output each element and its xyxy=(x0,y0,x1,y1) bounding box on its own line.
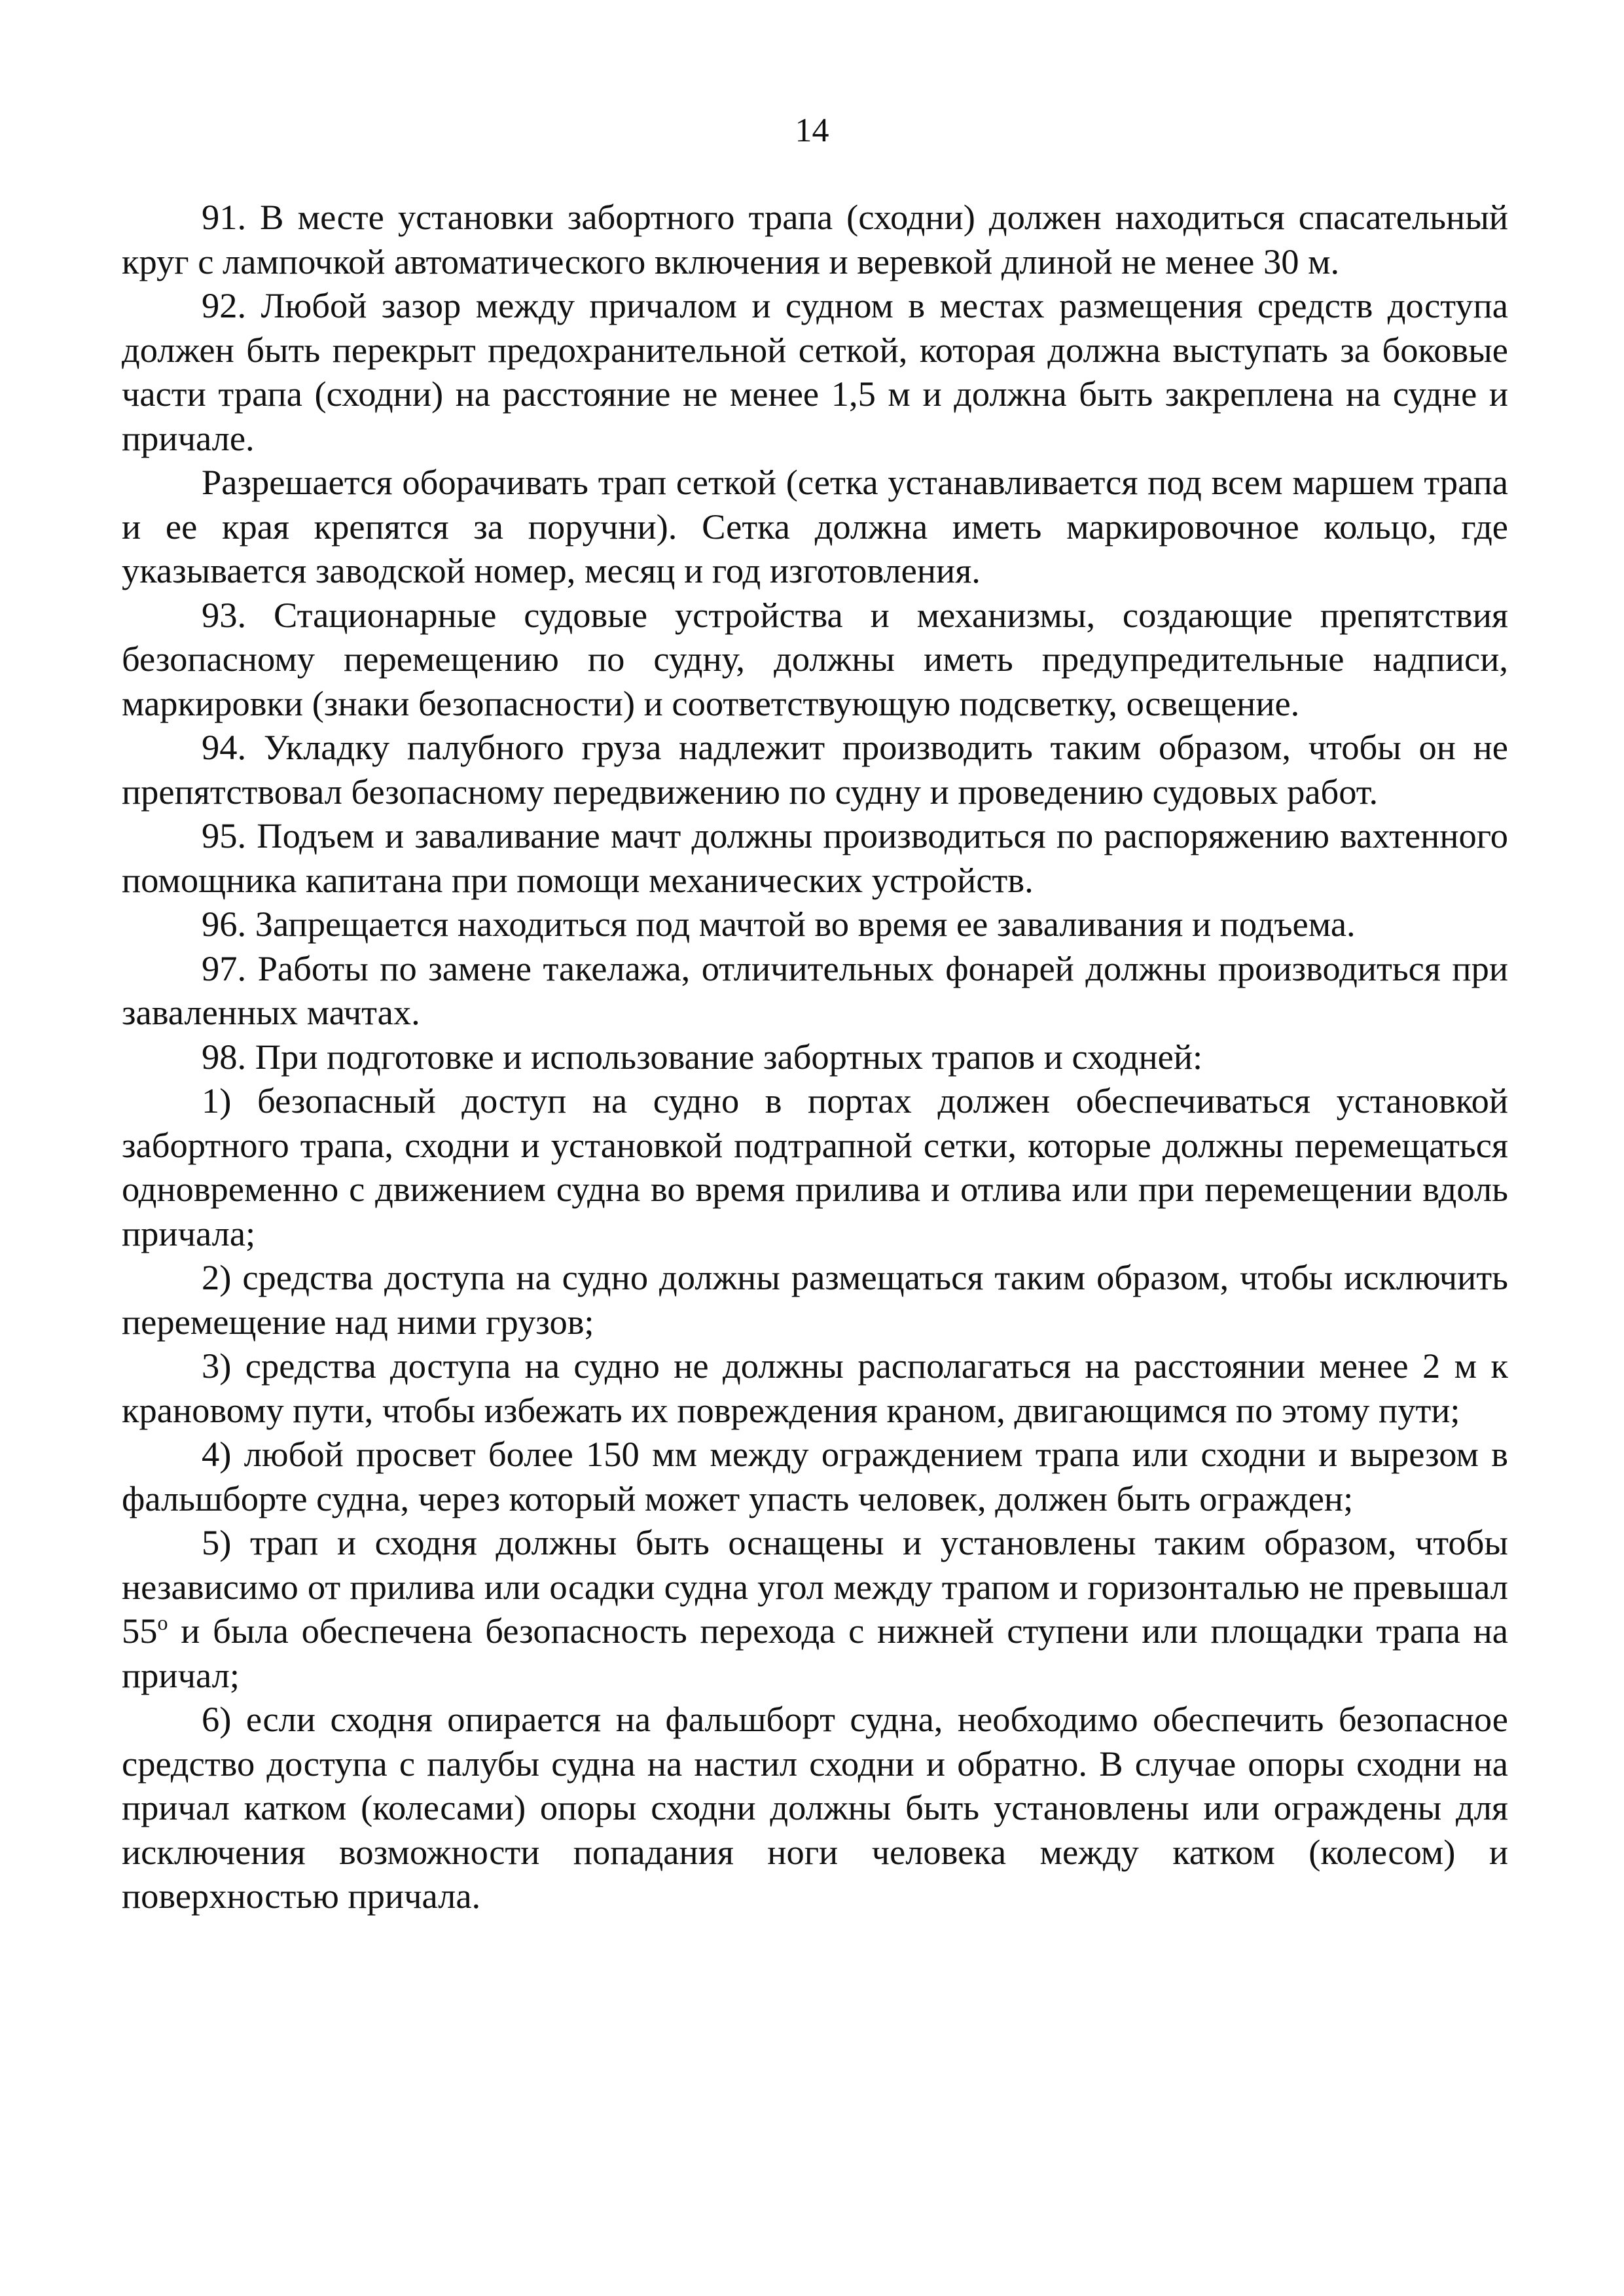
paragraph-92-net: Разрешается оборачивать трап сеткой (сетка устанавливается под всем маршем трапа и ее края крепятся за поручни). Сетка должна иметь маркировочное кольцо, где указывается заводской номер, месяц и год изготовления. xyxy=(122,462,1508,590)
paragraph-96: 96. Запрещается находиться под мачтой во время ее заваливания и подъема. xyxy=(202,904,1356,944)
paragraph-95: 95. Подъем и заваливание мачт должны производиться по распоряжению вахтенного помощника капитана при помощи механических устройств. xyxy=(122,816,1508,900)
page-number: 14 xyxy=(795,112,829,149)
list-item-1: 1) безопасный доступ на судно в портах должен обеспечиваться установкой забортного трапа, сходни и установкой подтрапной сетки, которые должны перемещаться одновременно с движением судна во время прилива и отлива или при перемещении вдоль причала; xyxy=(122,1081,1508,1253)
paragraph-92: 92. Любой зазор между причалом и судном в местах размещения средств доступа должен быть перекрыт предохранительной сеткой, которая должна выступать за боковые части трапа (сходни) на расстояние не менее 1,5 м и должна быть закреплена на судне и причале. xyxy=(122,285,1508,458)
list-item-4: 4) любой просвет более 150 мм между ограждением трапа или сходни и вырезом в фальшборте судна, через который может упасть человек, должен быть огражден; xyxy=(122,1434,1508,1518)
list-item-6: 6) если сходня опирается на фальшборт судна, необходимо обеспечить безопасное средство доступа с палубы судна на настил сходни и обратно. В случае опоры сходни на причал катком (колесами) опоры сходни должны быть установлены или ограждены для исключения возможности попадания ноги человека между катком (колесом) и поверхностью причала. xyxy=(122,1699,1508,1916)
paragraph-98: 98. При подготовке и использование забортных трапов и сходней: xyxy=(202,1036,1203,1077)
list-item-3: 3) средства доступа на судно не должны располагаться на расстоянии менее 2 м к крановому пути, чтобы избежать их повреждения краном, двигающимся по этому пути; xyxy=(122,1346,1508,1430)
document-body xyxy=(122,195,1508,1918)
list-item-2: 2) средства доступа на судно должны размещаться таким образом, чтобы исключить перемещение над ними грузов; xyxy=(122,1257,1508,1342)
paragraph-97: 97. Работы по замене такелажа, отличительных фонарей должны производиться при заваленных мачтах. xyxy=(122,948,1508,1032)
paragraph-94: 94. Укладку палубного груза надлежит производить таким образом, чтобы он не препятствовал безопасному передвижению по судну и проведению судовых работ. xyxy=(122,727,1508,812)
paragraph-91: 91. В месте установки забортного трапа (сходни) должен находиться спасательный круг с лампочкой автоматического включения и веревкой длиной не менее 30 м. xyxy=(122,197,1508,281)
list-item-5-text-end: и была обеспечена безопасность перехода с нижней ступени или площадки трапа на причал; xyxy=(122,1611,1508,1695)
list-item-5 xyxy=(122,1520,1508,1697)
degree-sign: o xyxy=(157,1611,168,1634)
list-item-5-text: 5) трап и сходня должны быть оснащены и установлены таким образом, чтобы независимо от прилива или осадки судна угол между трапом и горизонталью не превышал 55 xyxy=(122,1522,1508,1651)
paragraph-93: 93. Стационарные судовые устройства и механизмы, создающие препятствия безопасному перемещению по судну, должны иметь предупредительные надписи, маркировки (знаки безопасности) и соответствующую подсветку, освещение. xyxy=(122,594,1508,723)
